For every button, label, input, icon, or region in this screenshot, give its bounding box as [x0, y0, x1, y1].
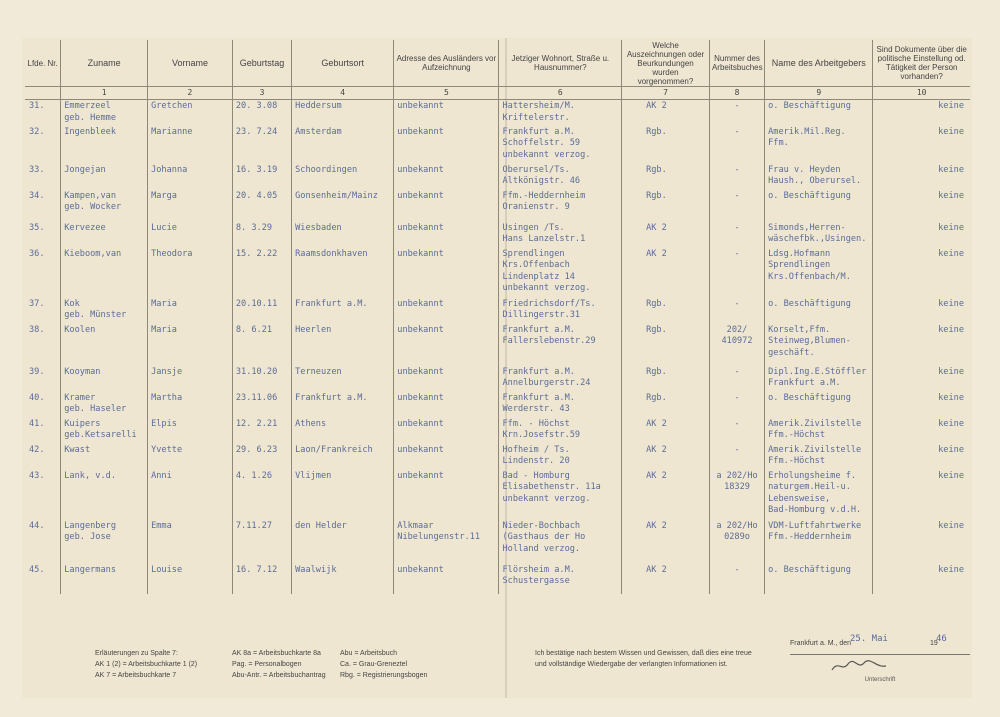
firstname-cell: Maria [148, 298, 233, 324]
prior-address-cell: unbekannt [394, 366, 499, 392]
current-residence-cell: Usingen /Ts. Hans Lanzelstr.1 [499, 222, 622, 248]
firstname-cell: Louise [148, 564, 233, 594]
workbook-number-cell: a 202/Ho 18329 [709, 470, 764, 520]
row-number: 34. [25, 190, 61, 222]
surname-cell: Lank, v.d. [61, 470, 148, 520]
records-cell: AK 2 [622, 520, 710, 564]
surname-cell: Langermans [61, 564, 148, 594]
legend-line: AK 7 = Arbeitsbuchkarte 7 [95, 672, 177, 679]
row-number: 32. [25, 126, 61, 164]
surname-cell: Langenberg geb. Jose [61, 520, 148, 564]
employer-cell: Frau v. Heyden Haush., Oberursel. [765, 164, 873, 190]
workbook-number-cell: - [709, 444, 764, 470]
confirmation-text: Ich bestätige nach bestem Wissen und Gewissen, daß dies eine treue und vollständige Wiedergabe der verlangten Informationen ist. [535, 650, 752, 668]
records-cell: Rgb. [622, 366, 710, 392]
firstname-cell: Marianne [148, 126, 233, 164]
current-residence-cell: Ffm.-Heddernheim Oranienstr. 9 [499, 190, 622, 222]
firstname-cell: Maria [148, 324, 233, 366]
employer-cell: Dipl.Ing.E.Stöffler Frankfurt a.M. [765, 366, 873, 392]
records-cell: AK 2 [622, 444, 710, 470]
column-number: 9 [765, 87, 873, 100]
records-cell: AK 2 [622, 418, 710, 444]
legend-line: AK 1 (2) = Arbeitsbuchkarte 1 (2) [95, 661, 198, 668]
employer-cell: o. Beschäftigung [765, 392, 873, 418]
firstname-cell: Jansje [148, 366, 233, 392]
documents-cell: keine [938, 366, 964, 377]
birthdate-cell: 20.10.11 [232, 298, 291, 324]
documents-cell: keine [938, 164, 964, 175]
firstname-cell: Yvette [148, 444, 233, 470]
table-row [25, 392, 970, 418]
current-residence-cell: Nieder-Bochbach (Gasthaus der Ho Holland verzog. [499, 520, 622, 564]
column-number: 6 [499, 87, 622, 100]
birthplace-cell: Laon/Frankreich [292, 444, 394, 470]
employer-cell: o. Beschäftigung [765, 564, 873, 594]
signature-label: Unterschrift [864, 677, 896, 683]
documents-cell: keine [938, 564, 964, 575]
current-residence-cell: Ffm. - Höchst Krn.Josefstr.59 [499, 418, 622, 444]
column-header: Welche Auszeichnungen oder Beurkundungen wurden vorgenommen? [622, 40, 710, 87]
row-number: 39. [25, 366, 61, 392]
workbook-number-cell: a 202/Ho 0289o [709, 520, 764, 564]
records-cell: Rgb. [622, 392, 710, 418]
workbook-number-cell: - [709, 564, 764, 594]
prior-address-cell: unbekannt [394, 190, 499, 222]
workbook-number-cell: - [709, 126, 764, 164]
birthplace-cell: Vlijmen [292, 470, 394, 520]
legend-line: Rbg. = Registrierungsbogen [340, 672, 428, 679]
row-number: 37. [25, 298, 61, 324]
records-cell: Rgb. [622, 324, 710, 366]
column-number: 8 [709, 87, 764, 100]
documents-cell: keine [938, 324, 964, 335]
current-residence-cell: Flörsheim a.M. Schustergasse [499, 564, 622, 594]
row-number: 40. [25, 392, 61, 418]
birthdate-cell: 8. 3.29 [232, 222, 291, 248]
legend-line: AK 8a = Arbeitsbuchkarte 8a [232, 650, 321, 657]
prior-address-cell: unbekannt [394, 392, 499, 418]
documents-cell: keine [938, 298, 964, 309]
birthdate-cell: 4. 1.26 [232, 470, 291, 520]
surname-cell: Kervezee [61, 222, 148, 248]
current-residence-cell: Frankfurt a.M. Annelburgerstr.24 [499, 366, 622, 392]
prior-address-cell: Alkmaar Nibelungenstr.11 [394, 520, 499, 564]
current-residence-cell: Oberursel/Ts. Altkönigstr. 46 [499, 164, 622, 190]
records-cell: AK 2 [622, 100, 710, 126]
documents-cell: keine [938, 190, 964, 201]
surname-cell: Kramer geb. Haseler [61, 392, 148, 418]
legend-line: Abu-Antr. = Arbeitsbuchantrag [232, 672, 326, 679]
firstname-cell: Gretchen [148, 100, 233, 126]
birthplace-cell: Heddersum [292, 100, 394, 126]
birthplace-cell: den Helder [292, 520, 394, 564]
typed-year: 46 [936, 634, 947, 644]
birthplace-cell: Frankfurt a.M. [292, 298, 394, 324]
surname-cell: Ingenbleek [61, 126, 148, 164]
workbook-number-cell: - [709, 366, 764, 392]
column-number: 5 [394, 87, 499, 100]
current-residence-cell: Bad - Homburg Elisabethenstr. 11a unbekannt verzog. [499, 470, 622, 520]
legend-block-3 [340, 648, 427, 681]
prior-address-cell: unbekannt [394, 564, 499, 594]
column-header: Geburtsort [292, 40, 394, 87]
documents-cell: keine [938, 126, 964, 137]
prior-address-cell: unbekannt [394, 126, 499, 164]
employer-cell: o. Beschäftigung [765, 100, 873, 126]
column-number-row [25, 87, 970, 100]
workbook-number-cell: - [709, 100, 764, 126]
birthdate-cell: 23. 7.24 [232, 126, 291, 164]
column-number: 7 [622, 87, 710, 100]
column-header: Zuname [61, 40, 148, 87]
prior-address-cell: unbekannt [394, 298, 499, 324]
workbook-number-cell: - [709, 222, 764, 248]
surname-cell: Koolen [61, 324, 148, 366]
birthdate-cell: 15. 2.22 [232, 248, 291, 298]
documents-cell: keine [938, 101, 964, 111]
employer-cell: Korselt,Ffm. Steinweg,Blumen- geschäft. [765, 324, 873, 366]
table-row [25, 164, 970, 190]
surname-cell: Jongejan [61, 164, 148, 190]
place-label: Frankfurt a. M., den [790, 640, 852, 647]
column-number [25, 87, 61, 100]
prior-address-cell: unbekannt [394, 444, 499, 470]
surname-cell: Kuipers geb.Ketsarelli [61, 418, 148, 444]
employer-cell: o. Beschäftigung [765, 298, 873, 324]
signature-block [790, 634, 970, 683]
row-number: 45. [25, 564, 61, 594]
birthdate-cell: 8. 6.21 [232, 324, 291, 366]
documents-cell: keine [938, 222, 964, 233]
prior-address-cell: unbekannt [394, 248, 499, 298]
birthplace-cell: Gonsenheim/Mainz [292, 190, 394, 222]
birthdate-cell: 7.11.27 [232, 520, 291, 564]
employer-cell: VDM-Luftfahrtwerke Ffm.-Heddernheim [765, 520, 873, 564]
column-number: 2 [148, 87, 233, 100]
table-row [25, 418, 970, 444]
documents-cell: keine [938, 248, 964, 259]
surname-cell: Kok geb. Münster [61, 298, 148, 324]
birthplace-cell: Athens [292, 418, 394, 444]
records-cell: Rgb. [622, 164, 710, 190]
employer-cell: Simonds,Herren- wäschefbk.,Usingen. [765, 222, 873, 248]
records-cell: Rgb. [622, 190, 710, 222]
row-number: 41. [25, 418, 61, 444]
current-residence-cell: Frankfurt a.M. Werderstr. 43 [499, 392, 622, 418]
column-number: 4 [292, 87, 394, 100]
birthdate-cell: 20. 3.08 [232, 100, 291, 126]
column-number: 1 [61, 87, 148, 100]
table-row [25, 100, 970, 126]
firstname-cell: Marga [148, 190, 233, 222]
workbook-number-cell: - [709, 418, 764, 444]
documents-cell: keine [938, 520, 964, 531]
workbook-number-cell: - [709, 298, 764, 324]
current-residence-cell: Hofheim / Ts. Lindenstr. 20 [499, 444, 622, 470]
workbook-number-cell: - [709, 248, 764, 298]
row-number: 38. [25, 324, 61, 366]
registration-table [25, 40, 970, 594]
birthplace-cell: Terneuzen [292, 366, 394, 392]
employer-cell: o. Beschäftigung [765, 190, 873, 222]
birthdate-cell: 23.11.06 [232, 392, 291, 418]
row-number: 44. [25, 520, 61, 564]
records-cell: AK 2 [622, 470, 710, 520]
documents-cell: keine [938, 392, 964, 403]
column-number: 3 [232, 87, 291, 100]
firstname-cell: Emma [148, 520, 233, 564]
employer-cell: Amerik.Mil.Reg. Ffm. [765, 126, 873, 164]
table-row [25, 366, 970, 392]
records-cell: AK 2 [622, 564, 710, 594]
column-header: Vorname [148, 40, 233, 87]
row-number: 36. [25, 248, 61, 298]
surname-cell: Kampen,van geb. Wocker [61, 190, 148, 222]
column-header: Lfde. Nr. [25, 40, 61, 87]
legend-line: Abu = Arbeitsbuch [340, 650, 398, 657]
row-number: 35. [25, 222, 61, 248]
workbook-number-cell: 202/ 410972 [709, 324, 764, 366]
current-residence-cell: Sprendlingen Krs.Offenbach Lindenplatz 14 unbekannt verzog. [499, 248, 622, 298]
table-row [25, 564, 970, 594]
header-row [25, 40, 970, 87]
table-row [25, 248, 970, 298]
table-row [25, 444, 970, 470]
birthdate-cell: 31.10.20 [232, 366, 291, 392]
year-prefix: 19 [930, 640, 938, 647]
surname-cell: Kwast [61, 444, 148, 470]
birthplace-cell: Heerlen [292, 324, 394, 366]
current-residence-cell: Friedrichsdorf/Ts. Dillingerstr.31 [499, 298, 622, 324]
birthdate-cell: 20. 4.05 [232, 190, 291, 222]
typed-date: 25. Mai [850, 634, 888, 644]
table-row [25, 298, 970, 324]
birthplace-cell: Wiesbaden [292, 222, 394, 248]
table-row [25, 324, 970, 366]
prior-address-cell: unbekannt [394, 100, 499, 126]
birthdate-cell: 16. 3.19 [232, 164, 291, 190]
column-header: Jetziger Wohnort, Straße u. Hausnummer? [499, 40, 622, 87]
documents-cell: keine [938, 470, 964, 481]
current-residence-cell: Hattersheim/M. Kriftelerstr. [499, 100, 622, 126]
records-cell: AK 2 [622, 222, 710, 248]
column-header: Nummer des Arbeitsbuches [709, 40, 764, 87]
records-cell: Rgb. [622, 298, 710, 324]
employer-cell: Ldsg.Hofmann Sprendlingen Krs.Offenbach/M. [765, 248, 873, 298]
employer-cell: Erholungsheime f. naturgem.Heil-u. Lebensweise, Bad-Homburg v.d.H. [765, 470, 873, 520]
birthdate-cell: 16. 7.12 [232, 564, 291, 594]
firstname-cell: Lucie [148, 222, 233, 248]
prior-address-cell: unbekannt [394, 164, 499, 190]
firstname-cell: Elpis [148, 418, 233, 444]
records-cell: AK 2 [622, 248, 710, 298]
table-row [25, 222, 970, 248]
table-row [25, 190, 970, 222]
firstname-cell: Martha [148, 392, 233, 418]
current-residence-cell: Frankfurt a.M. Schoffelstr. 59 unbekannt verzog. [499, 126, 622, 164]
birthplace-cell: Amsterdam [292, 126, 394, 164]
prior-address-cell: unbekannt [394, 470, 499, 520]
row-number: 31. [25, 100, 61, 126]
workbook-number-cell: - [709, 164, 764, 190]
column-header: Geburtstag [232, 40, 291, 87]
birthplace-cell: Waalwijk [292, 564, 394, 594]
documents-cell: keine [938, 444, 964, 455]
birthplace-cell: Raamsdonkhaven [292, 248, 394, 298]
table-row [25, 126, 970, 164]
surname-cell: Emmerzeel geb. Hemme [61, 100, 148, 126]
legend-column-7 [95, 648, 197, 681]
employer-cell: Amerik.Zivilstelle Ffm.-Höchst [765, 418, 873, 444]
column-header: Adresse des Ausländers vor Aufzeichnung [394, 40, 499, 87]
row-number: 33. [25, 164, 61, 190]
birthplace-cell: Frankfurt a.M. [292, 392, 394, 418]
firstname-cell: Theodora [148, 248, 233, 298]
row-number: 42. [25, 444, 61, 470]
prior-address-cell: unbekannt [394, 324, 499, 366]
prior-address-cell: unbekannt [394, 418, 499, 444]
firstname-cell: Johanna [148, 164, 233, 190]
signature-scrawl [830, 658, 890, 674]
table-body [25, 100, 970, 594]
table-row [25, 520, 970, 564]
surname-cell: Kooyman [61, 366, 148, 392]
current-residence-cell: Frankfurt a.M. Fallerslebenstr.29 [499, 324, 622, 366]
column-header: Sind Dokumente über die politische Einstellung od. Tätigkeit der Person vorhanden? [873, 40, 970, 87]
birthdate-cell: 12. 2.21 [232, 418, 291, 444]
row-number: 43. [25, 470, 61, 520]
column-number: 10 [873, 87, 970, 100]
firstname-cell: Anni [148, 470, 233, 520]
workbook-number-cell: - [709, 392, 764, 418]
table-row [25, 470, 970, 520]
prior-address-cell: unbekannt [394, 222, 499, 248]
birthdate-cell: 29. 6.23 [232, 444, 291, 470]
legend-block-2 [232, 648, 326, 681]
birthplace-cell: Schoordingen [292, 164, 394, 190]
employer-cell: Amerik.Zivilstelle Ffm.-Höchst [765, 444, 873, 470]
records-cell: Rgb. [622, 126, 710, 164]
column-header: Name des Arbeitgebers [765, 40, 873, 87]
surname-cell: Kieboom,van [61, 248, 148, 298]
documents-cell: keine [938, 418, 964, 429]
legend-line: Erläuterungen zu Spalte 7: [95, 650, 178, 657]
date-line [790, 634, 970, 655]
legend-line: Pag. = Personalbogen [232, 661, 302, 668]
legend-line: Ca. = Grau-Greneztel [340, 661, 408, 668]
workbook-number-cell: - [709, 190, 764, 222]
